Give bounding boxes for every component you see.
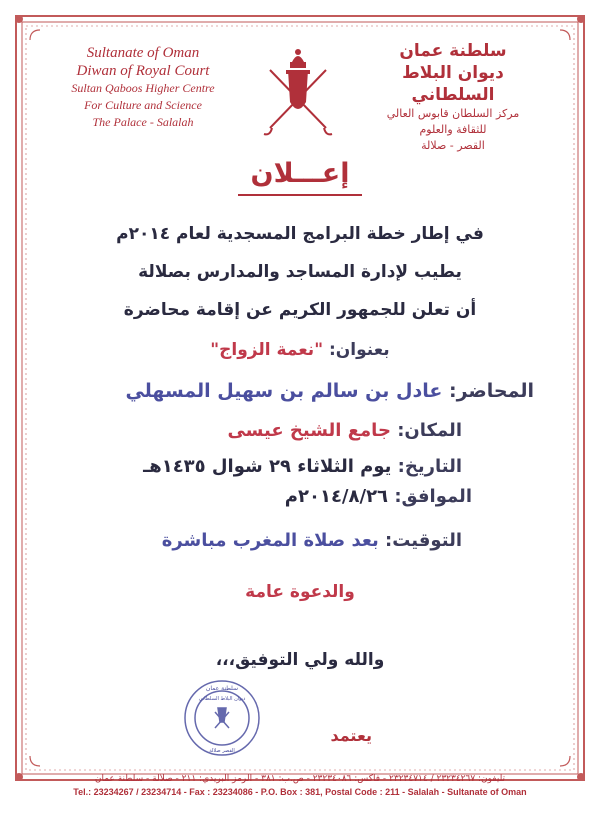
header-english [58, 44, 228, 131]
body-line-3: أن تعلن للجمهور الكريم عن إقامة محاضرة [123, 300, 477, 320]
header-ar-diwan: ديوان البلاط السلطاني [402, 63, 504, 105]
header-ar-culture: للثقافة والعلوم [419, 123, 487, 136]
lecturer-value: عادل بن سالم بن سهيل المسهلي [125, 380, 443, 402]
lecturer-label: المحاضر: [449, 380, 534, 402]
place-row [227, 420, 462, 441]
header-en-location: The Palace - Salalah [92, 115, 194, 129]
stamp-text-bottom: القصر صلالة [209, 748, 235, 754]
header-en-diwan: Diwan of Royal Court [76, 63, 210, 79]
subject-value: "نعمة الزواج" [210, 340, 324, 360]
time-row [162, 530, 462, 551]
date-row [143, 456, 462, 477]
header-ar-centre: مركز السلطان قابوس العالي [386, 107, 520, 120]
header-arabic [358, 40, 548, 154]
subject-label: بعنوان: [328, 340, 390, 360]
date-label: التاريخ: [397, 456, 462, 477]
official-stamp-icon [182, 678, 262, 758]
stamp-text-top: سلطنة عمان [205, 685, 239, 692]
invitation-text: والدعوة عامة [245, 582, 355, 602]
lecturer-row [125, 380, 534, 402]
corresponding-value: ٢٠١٤/٨/٢٦م [284, 486, 389, 507]
footer-english: Tel.: 23234267 / 23234714 - Fax : 23234086 - P.O. Box : 381, Postal Code : 211 - Salalah - Sultanate of Oman [73, 787, 527, 797]
header-en-culture: For Culture and Science [84, 98, 202, 112]
oman-emblem-icon [258, 44, 338, 140]
footer-arabic: تليفون: ٢٣٢٣٤٢٦٧ / ٢٣٢٣٤٧١٤ - فاكس: ٢٣٢٣٤٠٨٦ - ص.ب: ٣٨١ - الرمز البريدي: ٢١١ - صلالة - سلطنة عمان [94, 774, 506, 784]
place-label: المكان: [397, 420, 462, 441]
announcement-title: إعـــلان [250, 158, 350, 189]
subject-row [0, 340, 600, 360]
header-ar-country: سلطنة عمان [399, 41, 507, 61]
header-en-centre: Sultan Qaboos Higher Centre [71, 81, 215, 95]
corresponding-row [285, 486, 472, 507]
header-ar-location: القصر - صلالة [421, 139, 485, 152]
time-value: بعد صلاة المغرب مباشرة [161, 530, 379, 551]
closing-text: والله ولي التوفيق،،، [215, 650, 385, 670]
body-line-2: يطيب لإدارة المساجد والمدارس بصلالة [138, 262, 462, 282]
title-underline [238, 194, 362, 196]
corresponding-label: الموافق: [394, 486, 472, 507]
date-value: يوم الثلاثاء ٢٩ شوال ١٤٣٥هـ [143, 456, 392, 477]
body-line-1: في إطار خطة البرامج المسجدية لعام ٢٠١٤م [116, 224, 484, 244]
header-en-country: Sultanate of Oman [86, 45, 200, 61]
place-value: جامع الشيخ عيسى [227, 420, 391, 441]
approved-text: يعتمد [330, 726, 372, 745]
stamp-text-mid: ديوان البلاط السلطاني [198, 696, 246, 702]
time-label: التوقيت: [385, 530, 462, 551]
